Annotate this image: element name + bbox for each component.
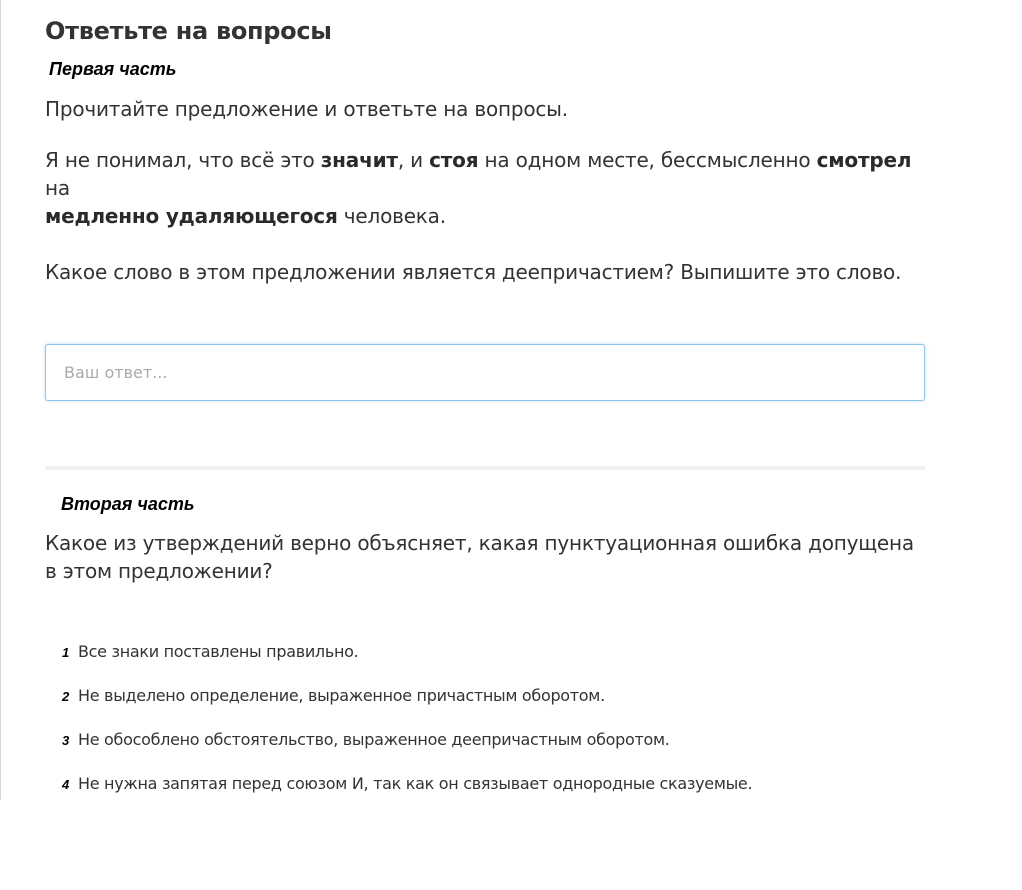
option-text: Не нужна запятая перед союзом И, так как он связывает однородные сказуемые. — [78, 774, 753, 793]
part-1-label: Первая часть — [49, 59, 177, 79]
option-number: 1 — [62, 645, 70, 660]
option-text: Не выделено определение, выраженное причастным оборотом. — [78, 686, 605, 705]
sentence-segment-bold: смотрел — [816, 148, 912, 172]
page-title: Ответьте на вопросы — [45, 17, 332, 45]
example-sentence — [45, 146, 925, 230]
option-text: Не обособлено обстоятельство, выраженное деепричастным оборотом. — [78, 730, 670, 749]
answer-input[interactable] — [45, 344, 925, 401]
sentence-segment-bold: значит — [320, 148, 398, 172]
option-number: 2 — [62, 689, 70, 704]
option-number: 4 — [62, 777, 70, 792]
left-edge-line — [0, 0, 1, 800]
part-1-instruction: Прочитайте предложение и ответьте на вопросы. — [45, 97, 568, 121]
part-2-question — [45, 529, 925, 585]
sentence-segment: человека. — [337, 204, 446, 228]
option-text: Все знаки поставлены правильно. — [78, 642, 359, 661]
part-2-label: Вторая часть — [61, 494, 195, 514]
sentence-segment: на — [45, 176, 70, 200]
sentence-segment: на одном месте, бессмысленно — [478, 148, 817, 172]
part-2-question-text: Какое из утверждений верно объясняет, какая пунктуационная ошибка допущена в этом предложении? — [45, 531, 914, 583]
part-1-question: Какое слово в этом предложении является деепричастием? Выпишите это слово. — [45, 260, 902, 284]
option-number: 3 — [62, 733, 70, 748]
sentence-segment-bold: стоя — [429, 148, 479, 172]
section-divider — [45, 466, 925, 470]
sentence-segment: , и — [397, 148, 430, 172]
sentence-segment-bold: медленно удаляющегося — [45, 204, 338, 228]
sentence-segment: Я не понимал, что всё это — [45, 148, 321, 172]
